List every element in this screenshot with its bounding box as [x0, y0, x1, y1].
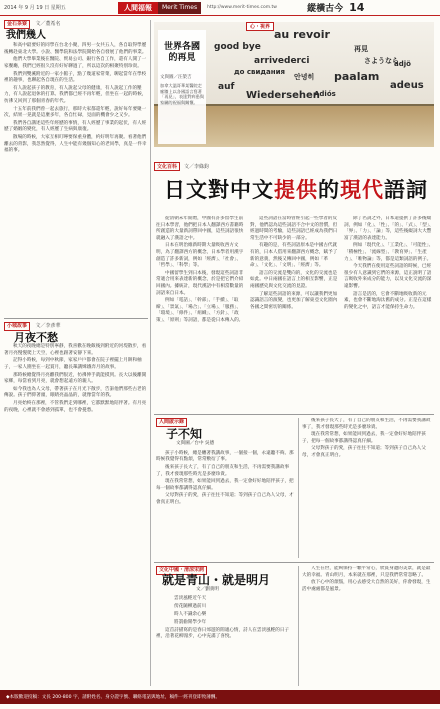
- photo-word: au revoir: [274, 28, 330, 41]
- page-header: [0, 0, 440, 16]
- article-paragraph: 記得小時候，每到中秋節，家家戶戶都會在院子裡擺上月餅和柚子，一家人圍坐在一起賞月，聽長輩講嫦娥奔月的故事。: [4, 358, 142, 370]
- article-paragraph: 散場的時候，大家互相叮嚀要保重身體，約好明年再聚。看著他們離去的背影，我忽然覺得，人生中能有幾個知心的老同學，真是一件幸福的事。: [4, 134, 147, 154]
- article-paragraph: 語言是活的，它會不斷地吸收新的元素，也會不斷地淘汰舊的成分。正是在這樣的變化之中，語言才能保持生命力。: [344, 291, 432, 310]
- main-article-col2: [250, 216, 338, 412]
- article-paragraph: 放下心中的煩惱，用心去感受大自然的美好，你會發現，生活中處處都是風景。: [302, 580, 431, 592]
- article-paragraph: 後來孩子長大了，有了自己的朋友和生活，不再需要我講故事了，我才發現那些時光是多麼珍貴。: [302, 418, 431, 430]
- poem-line: 雲淡風輕近午天: [174, 595, 207, 601]
- article-paragraph: 和高中最要好的同學在台北小聚，四男一女共五人，各自取得學歷後轉赴東北大學。小說、醫學院和法學院開始各自發展了他們的事業。: [4, 43, 147, 55]
- left-top-article: [4, 20, 148, 316]
- article-paragraph: 這些詞語在當時曾經引起一些學者的反對，他們認為這些詞語不合中文的習慣，但經過時間的考驗，這些詞語已經成為我們日常生活中不可缺少的一部分。: [250, 216, 338, 241]
- article-byline: 文／董希名: [35, 21, 61, 27]
- article-paragraph: 孩子小時候，總是纏著我講故事，一個接一個，永遠聽不夠。那時候我覺得有點煩，常常敷衍了事。: [156, 450, 294, 463]
- headline-part: 的: [318, 178, 340, 202]
- article-paragraph: 語言的交流是雙向的，文化的交流也是如此。中日兩國在語言上的相互影響，正是兩國歷史與文化交流的見證。: [250, 270, 338, 289]
- article-paragraph: 除了名詞之外，日本還提供了許多後綴詞，例如「化」、「性」、「的」、「式」、「型」、「界」、「力」、「論」等，這些後綴詞大大豐富了漢語的表達能力。: [344, 216, 434, 241]
- article-paragraph: 有人說起孩子的教育，有人說起父母的健康，有人說起工作的壓力，有人說起退休的打算。我們都已經不再年輕，但坐在一起的時候，彷彿又回到了那個青春的年代。: [4, 85, 147, 104]
- photo-word: paalam: [334, 70, 380, 83]
- article-paragraph: 這首詩描寫的是春日郊遊的閒適心情，詩人在雲淡風輕的日子裡，沿著花柳漫步，心中充滿了喜悅。: [156, 627, 290, 640]
- column-tag: 小城故事: [4, 322, 30, 331]
- column-divider: [150, 20, 151, 686]
- article-paragraph: 從清朝末年開始，中國有許多留學生前往日本學習，他們把日本人翻譯西方書籍時所創造的大量新詞帶回中國，這些詞語很快就融入了漢語之中。: [156, 216, 244, 241]
- article-paragraph: 如今我也為人父母，帶著孩子在月光下散步，告訴他們那些古老的傳說。孩子們仰著頭，眼睛亮晶晶的，就像當年的我。: [4, 386, 147, 399]
- headline-part: 現代: [340, 178, 384, 202]
- section-name: 縱橫古今: [307, 4, 344, 14]
- headline-part: 提供: [274, 178, 318, 202]
- poem-line: 將謂偷閒學少年: [174, 619, 207, 625]
- article-paragraph: 月亮始終在那裡，不管我們走到哪裡，它都默默地陪伴著。有月亮的夜晚，心裡就不會感到孤單，也不會憂愁。: [4, 400, 147, 413]
- photo-word: adjö: [394, 60, 411, 68]
- photo-word: 再見: [354, 45, 368, 53]
- column-divider: [298, 566, 299, 686]
- photo-word: arrivederci: [254, 56, 310, 66]
- article-title: 我們幾人: [6, 29, 46, 41]
- article-paragraph: 例如「現代化」、「工業化」、「可能性」、「積極性」、「流線型」、「教育界」、「生產力」、「唯物論」等，都是這類詞語的例子。: [344, 243, 434, 262]
- photo-word: good bye: [214, 42, 261, 52]
- photo-caption: 加拿大溫哥華某醫院走廊牆上以各國語言寫著「再見」，表達對病患與家屬的祝福與關懷。: [160, 83, 204, 105]
- article-paragraph: 例如「電話」、「幹部」、「手續」、「取締」、「景氣」、「場合」、「立場」、「服務」、「環境」、「條件」、「組織」、「方針」、「政策」、「原則」等詞語，都是從日本傳入的。: [156, 298, 244, 323]
- photo-tag: 心・視界: [246, 22, 274, 31]
- article-paragraph: 父母對孩子的愛，孩子往往不知道；等到孩子自己為人父母，才會真正明白。: [156, 493, 294, 505]
- photo-word: adeus: [390, 80, 424, 91]
- article-paragraph: 父母對孩子的愛，孩子往往不知道；等到孩子自己為人父母，才會真正明白。: [302, 446, 426, 458]
- article-paragraph: 日本在明治維新時期大量吸收西方文明，為了翻譯西方的概念，日本學者用漢字創造了許多新詞，例如「經濟」、「社會」、「哲學」、「科學」等。: [156, 243, 244, 269]
- article-byline: 文／劉義明: [196, 587, 219, 593]
- human-touch-article: [156, 418, 296, 558]
- photo-caption-box: [158, 30, 206, 144]
- article-title: 就是青山・就是明月: [162, 572, 271, 587]
- column-tag: 文化百科: [154, 162, 180, 171]
- article-byline: 文／李彥華: [35, 323, 61, 329]
- article-paragraph: 中國留學生到日本後，發現這些詞語非常適合用來表達新的概念，於是把它們介紹回國內。據統計，現代漢語中有相當數量的詞語來自日本。: [156, 270, 244, 296]
- article-paragraph: 秋天的夜晚總是特別寧靜，我喜歡在晚飯後到附近的河堤散步，看著月亮慢慢爬上天空，心裡也跟著安靜下來。: [4, 344, 147, 356]
- article-paragraph: 人生在世，能夠保持一顆平常心，欣賞身邊的美景，就是最大的幸福。青山明月，本來就在那裡，只是我們常常忽略了。: [302, 566, 431, 578]
- article-paragraph: 現在我常常想，如果能回到過去，我一定會好好地陪伴孩子，把每一個故事都講得認真仔細。: [302, 432, 426, 444]
- main-headline-block: [154, 162, 434, 204]
- divider: [154, 562, 434, 563]
- article-title: 子不知: [166, 426, 203, 441]
- paper-logo-en: Merit Times: [158, 2, 201, 14]
- article-paragraph: 今天我們在使用這些詞語的時候，已經很少有人意識到它們的來源，這正說明了語言吸收外來成分的能力，以及文化交流的深遠影響。: [344, 264, 432, 289]
- page-footer: ◆本版歡迎投稿：文長 200-800 字，請附姓名、身分證字號、聯絡電話與地址，稿件一經刊登即致薄酬。: [0, 690, 440, 704]
- photo-word: さようなら: [364, 57, 399, 65]
- main-headline: [164, 174, 434, 204]
- article-paragraph: 十五年前我們曾一起去旅行，那時大家都還年輕，說好每年要聚一次，結果一晃就是這麼多年，各自忙碌，見面的機會少之又少。: [4, 106, 147, 119]
- page-number: 14: [349, 1, 365, 14]
- main-article-col1: [156, 216, 244, 412]
- article-paragraph: 有趣的是，有些詞語原本是中國古代就有的，日本人借用來翻譯西方概念，賦予了新的意義，然後又傳回中國，例如「革命」、「文化」、「文明」、「經濟」等。: [250, 243, 338, 269]
- photo-word: Wiedersehen: [246, 90, 320, 101]
- paper-logo: 人間福報: [118, 2, 158, 14]
- column-tag: 文化中國・清涼宋詞: [156, 566, 207, 575]
- culture-article-cont: [302, 566, 434, 686]
- article-paragraph: 了解這些詞語的來源，可以讓我們更加認識語言的演變，也更加了解東亞文化圈內各國之間密切的關係。: [250, 291, 338, 310]
- photo-title-line2: 的再見: [168, 53, 196, 63]
- main-article-col3: [344, 216, 434, 412]
- article-title: 月夜不愁: [14, 330, 58, 344]
- headline-part: 語詞: [384, 178, 428, 202]
- column-divider: [298, 418, 299, 558]
- article-paragraph: 我們各自講述這些年經歷的事情，有人經歷了事業的起伏，有人經歷了婚姻的變化，有人經歷了生病與康復。: [4, 120, 147, 133]
- photo-author: 文與圖／汪榮吉: [160, 75, 192, 80]
- divider: [154, 414, 434, 415]
- human-touch-article-cont: [302, 418, 434, 558]
- poem-line: 傍花隨柳過前川: [174, 603, 207, 609]
- paper-url: http://www.merit-times.com.tw: [207, 5, 277, 10]
- column-tag: 人間啟示錄: [156, 418, 187, 427]
- headline-part: 日文對中文: [164, 178, 274, 202]
- photo-word: 안녕히: [294, 73, 315, 81]
- photo-title-line1: 世界各國: [163, 42, 200, 52]
- article-paragraph: 那時候總覺得月亮離我們很近，彷彿伸手就能摸到。長大以後離開家鄉，每當看到月亮，就會想起遠方的親人。: [4, 372, 147, 385]
- photo-word: Adiós: [314, 90, 336, 98]
- left-bottom-article: [4, 322, 148, 686]
- divider: [4, 318, 148, 319]
- photo-word: до свидания: [234, 68, 285, 76]
- issue-date: 2014 年 9 月 19 日 星期五: [4, 5, 66, 11]
- article-byline: 文／李綠鈞: [184, 164, 210, 170]
- column-tag: 金石茶寮: [4, 20, 30, 29]
- photo-word: auf: [218, 82, 235, 92]
- article-paragraph: 後來孩子長大了，有了自己的朋友和生活，不再需要我講故事了，我才發現那些時光是多麼珍貴。: [156, 464, 290, 477]
- article-paragraph: 我們到雙溪附近的一家小館子，點了幾道家常菜，聊起當年在學校裡的趣事，也聊起各自現在的生活。: [4, 71, 147, 84]
- article-byline: 文與圖／台中 吳德: [176, 441, 215, 447]
- article-paragraph: 他們大學畢業後在醫院、貿易公司、銀行各自工作，還有人開了一家餐廳，我們已經很久沒有好好聊過了，所以這次的相聚特別珍貴。: [4, 57, 147, 69]
- culture-article: [156, 566, 296, 686]
- article-paragraph: 現在我常常想，如果能回到過去，我一定會好好地陪伴孩子，把每一個故事都講得認真仔細。: [156, 479, 294, 491]
- poem-line: 時人不識余心樂: [174, 611, 207, 617]
